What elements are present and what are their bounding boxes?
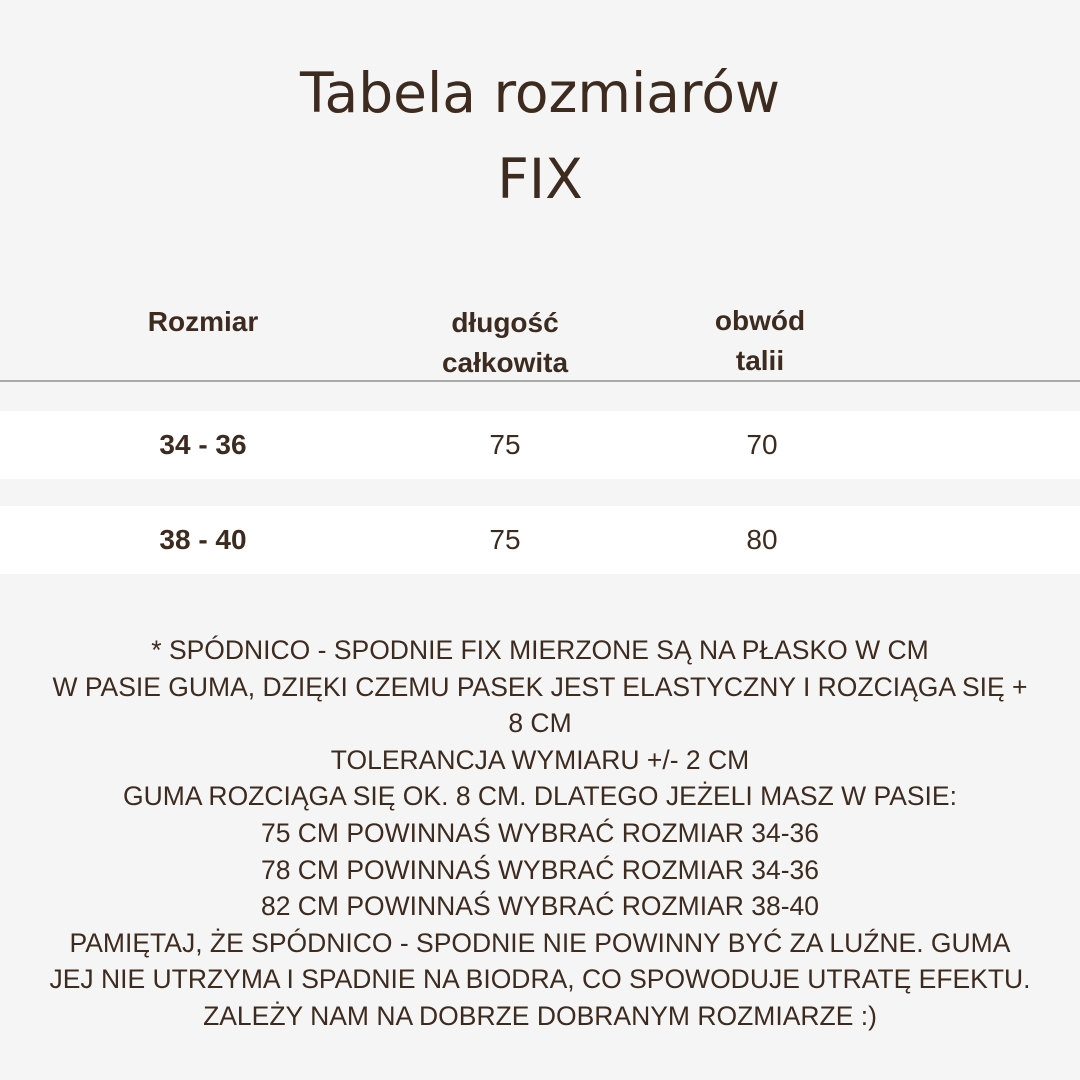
column-header-length-line-2: całkowita xyxy=(441,347,569,378)
size-cell: 34 - 36 xyxy=(159,429,247,460)
waist-cell: 80 xyxy=(746,524,778,555)
note-line: * SPÓDNICO - SPODNIE FIX MIERZONE SĄ NA PŁASKO W CM xyxy=(151,635,929,665)
size-cell: 38 - 40 xyxy=(159,524,247,555)
column-header-length xyxy=(395,303,615,383)
length-cell: 75 xyxy=(489,524,521,555)
table-row xyxy=(0,506,1080,574)
note-line: TOLERANCJA WYMIARU +/- 2 CM xyxy=(330,744,750,775)
table-row xyxy=(0,411,1080,479)
note-line: ZALEŻY NAM NA DOBRZE DOBRANYM ROZMIARZE :) xyxy=(203,1000,877,1031)
column-header-waist xyxy=(670,301,850,381)
page-title: Tabela rozmiarów xyxy=(300,61,780,125)
length-cell: 75 xyxy=(489,429,521,460)
waist-cell: 70 xyxy=(746,429,778,460)
column-header-size: Rozmiar xyxy=(147,306,259,337)
column-header-waist-line-2: talii xyxy=(735,345,785,376)
column-header-length-line-1: długość xyxy=(451,307,559,338)
note-line: JEJ NIE UTRZYMA I SPADNIE NA BIODRA, CO SPOWODUJE UTRATĘ EFEKTU. xyxy=(49,964,1031,995)
note-line: PAMIĘTAJ, ŻE SPÓDNICO - SPODNIE NIE POWINNY BYĆ ZA LUŹNE. GUMA xyxy=(69,927,1011,958)
note-line: 82 CM POWINNAŚ WYBRAĆ ROZMIAR 38-40 xyxy=(260,891,820,922)
note-line: W PASIE GUMA, DZIĘKI CZEMU PASEK JEST ELASTYCZNY I ROZCIĄGA SIĘ + xyxy=(52,671,1028,702)
note-line: 8 CM xyxy=(508,708,572,739)
product-name: FIX xyxy=(497,147,583,211)
header-divider xyxy=(0,380,1080,382)
note-line: GUMA ROZCIĄGA SIĘ OK. 8 CM. DLATEGO JEŻELI MASZ W PASIE: xyxy=(123,781,957,812)
column-header-waist-line-1: obwód xyxy=(714,305,806,336)
size-notes xyxy=(0,632,1080,1035)
note-line: 78 CM POWINNAŚ WYBRAĆ ROZMIAR 34-36 xyxy=(260,854,820,885)
note-line: 75 CM POWINNAŚ WYBRAĆ ROZMIAR 34-36 xyxy=(260,817,820,848)
